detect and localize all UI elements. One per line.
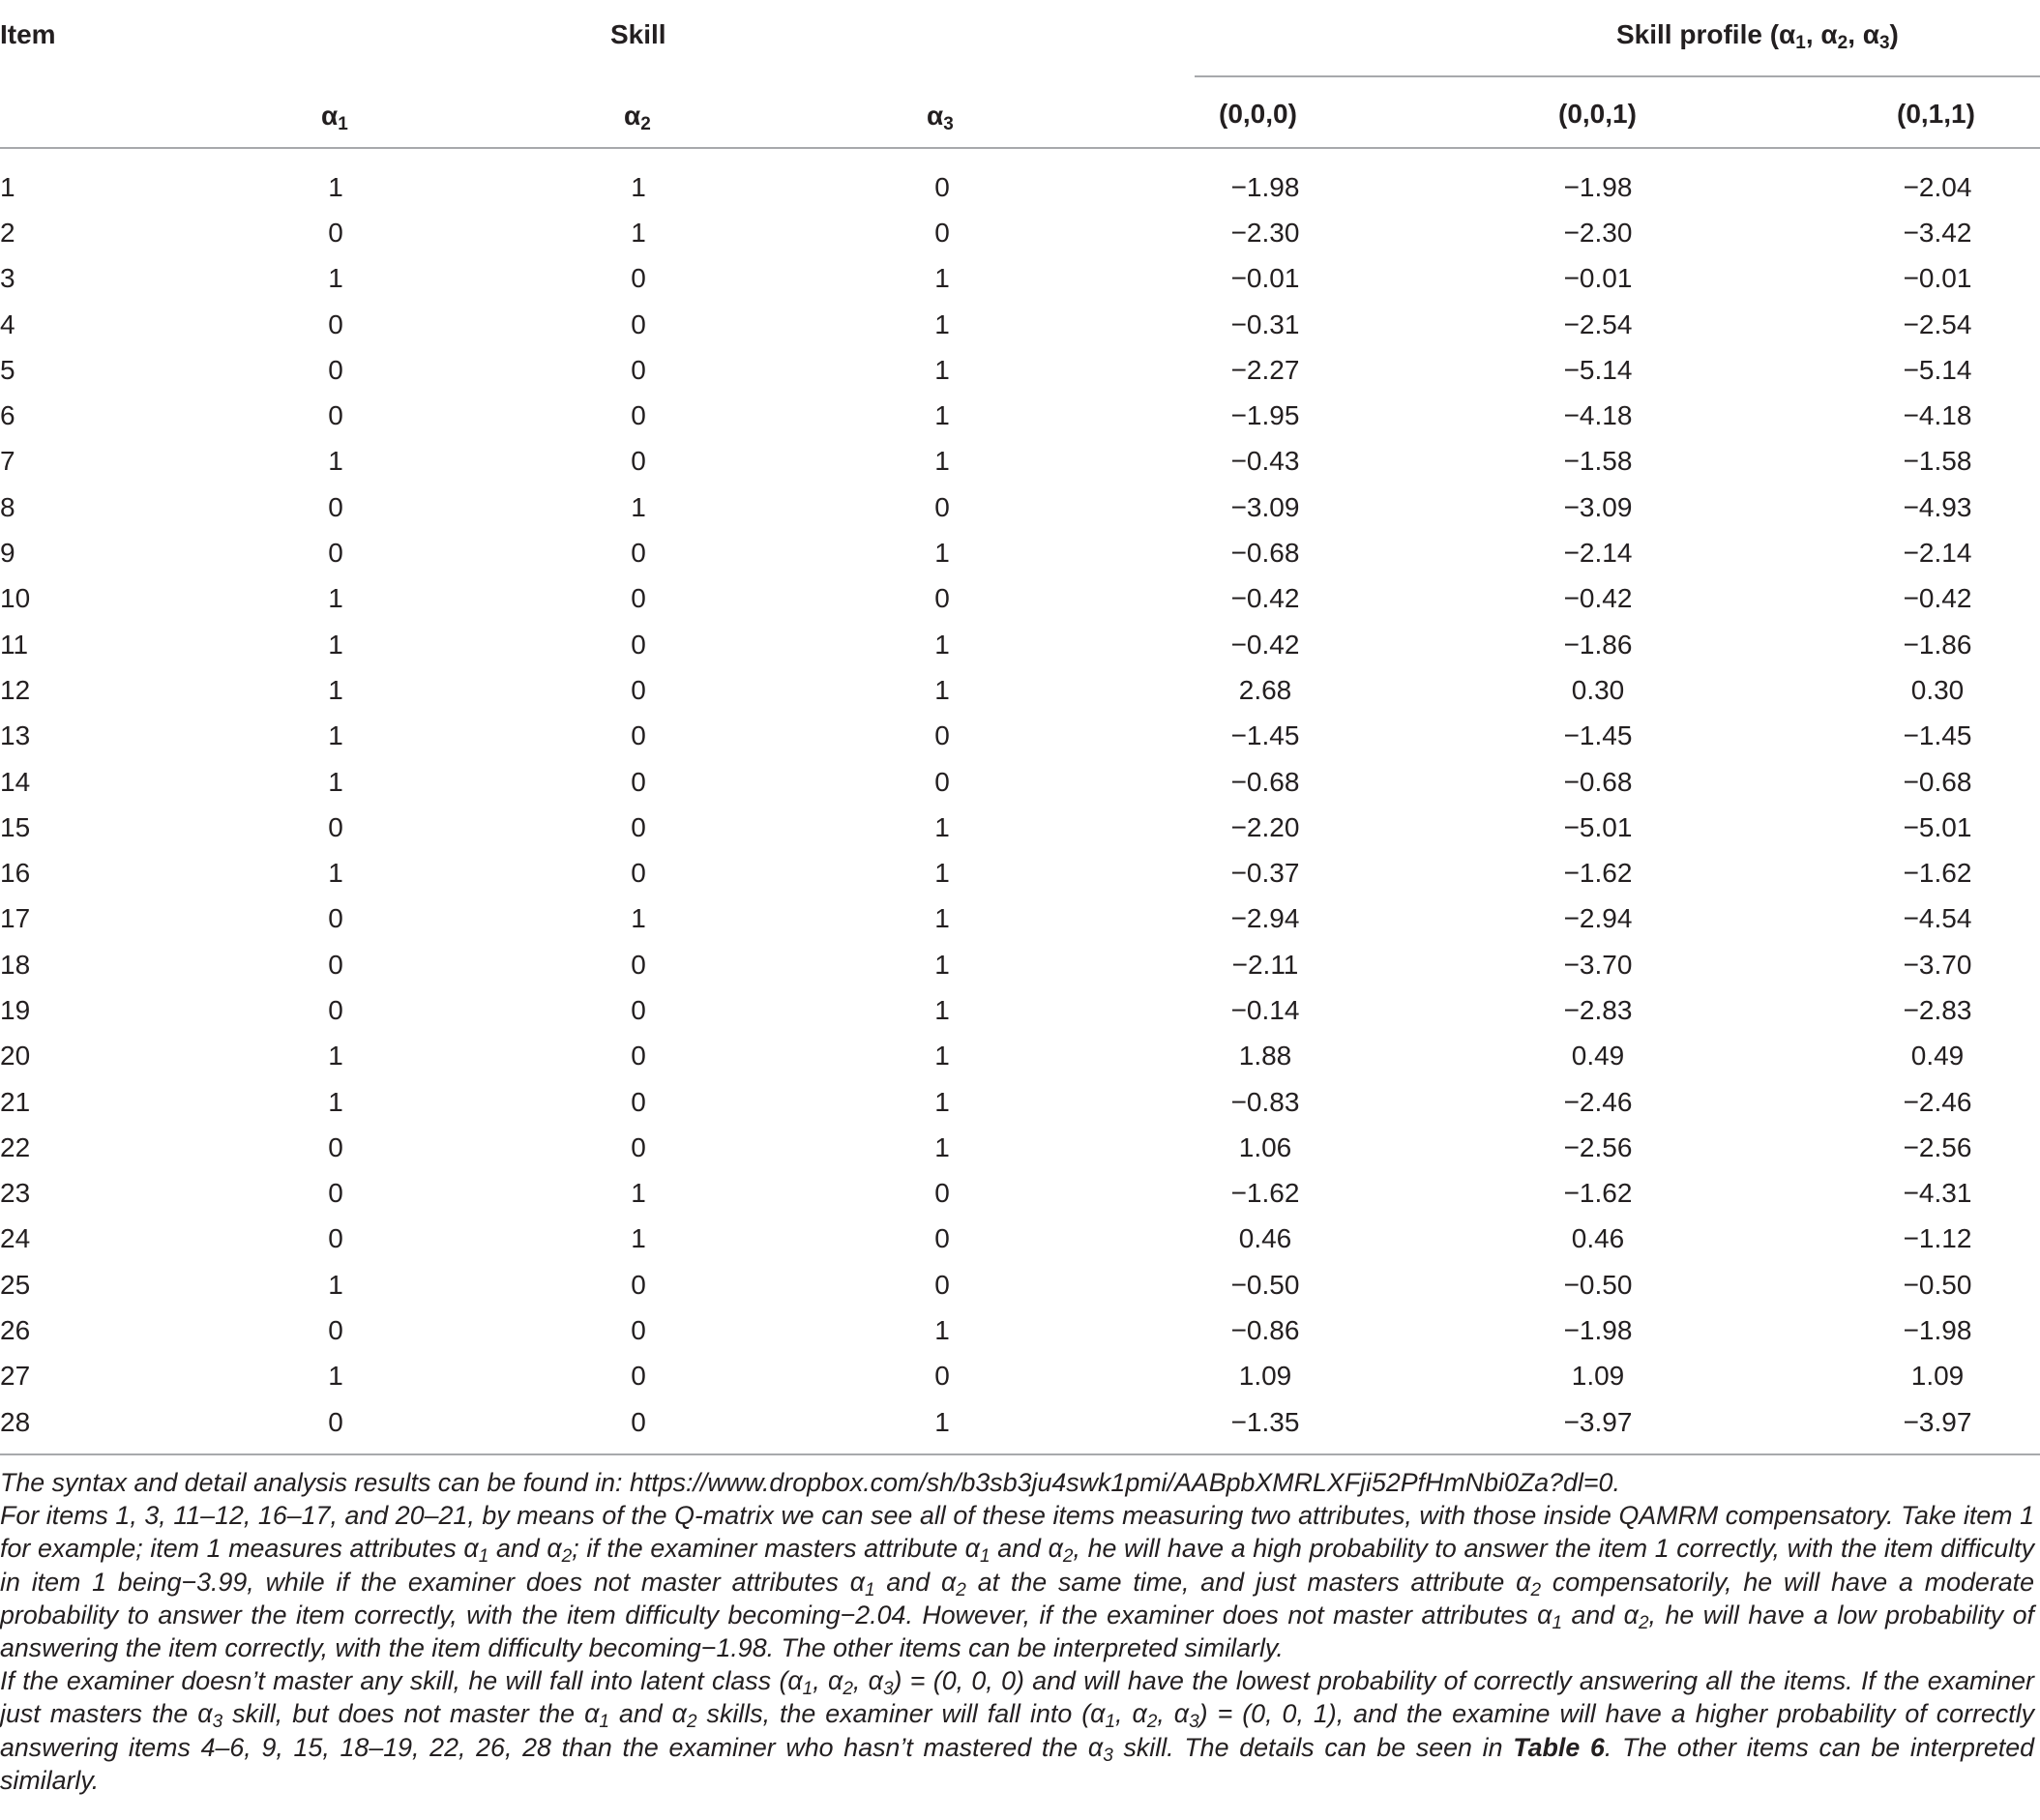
cell-a1: 1: [328, 171, 343, 202]
cell-p011: −1.86: [1903, 629, 1972, 660]
cell-p001: 1.09: [1571, 1361, 1625, 1392]
sub: 2: [640, 114, 651, 134]
cell-a1: 1: [328, 674, 343, 705]
cell-p001: −5.01: [1563, 811, 1633, 842]
cell-p001: −3.70: [1563, 949, 1633, 980]
cell-p001: −1.62: [1563, 858, 1633, 889]
table-row: [0, 1125, 2040, 1170]
cell-p000: −1.45: [1230, 720, 1300, 751]
cell-item: 23: [0, 1178, 31, 1209]
cell-p011: −2.04: [1903, 171, 1972, 202]
cell-p000: −0.43: [1230, 446, 1300, 477]
cell-a3: 1: [934, 811, 950, 842]
cell-p011: −2.83: [1903, 994, 1972, 1025]
cell-a2: 1: [631, 1223, 646, 1254]
table-6-reference[interactable]: Table 6: [1513, 1732, 1605, 1762]
table-row: [0, 164, 2040, 210]
cell-p011: −1.62: [1903, 858, 1972, 889]
cell-p000: 0.46: [1238, 1223, 1292, 1254]
cell-a1: 1: [328, 583, 343, 614]
cell-p001: −1.45: [1563, 720, 1633, 751]
cell-a1: 1: [328, 1269, 343, 1300]
cell-p001: −1.62: [1563, 1178, 1633, 1209]
cell-a3: 0: [934, 1223, 950, 1254]
cell-a2: 1: [631, 171, 646, 202]
cell-item: 9: [0, 538, 15, 569]
cell-a2: 1: [631, 491, 646, 522]
cell-a2: 0: [631, 1086, 646, 1117]
cell-p011: −0.42: [1903, 583, 1972, 614]
table-body: [0, 164, 2040, 1445]
sub: 2: [1837, 33, 1848, 53]
cell-a1: 1: [328, 720, 343, 751]
header-alpha2: [624, 101, 651, 134]
cell-a1: 0: [328, 354, 343, 385]
sub: 1: [338, 114, 348, 134]
cell-a1: 0: [328, 1223, 343, 1254]
cell-item: 2: [0, 217, 15, 248]
header-alpha1: [321, 101, 348, 134]
header-skill: Skill: [610, 19, 666, 49]
table-row: [0, 1171, 2040, 1217]
table-row: [0, 1079, 2040, 1125]
cell-p000: −3.09: [1230, 491, 1300, 522]
cell-p001: −0.50: [1563, 1269, 1633, 1300]
cell-p011: −4.18: [1903, 400, 1972, 431]
cell-a1: 1: [328, 858, 343, 889]
cell-a1: 1: [328, 1041, 343, 1071]
cell-a2: 0: [631, 538, 646, 569]
table-row: [0, 576, 2040, 622]
cell-a2: 1: [631, 1178, 646, 1209]
cell-a3: 1: [934, 858, 950, 889]
table-row: [0, 484, 2040, 530]
cell-item: 27: [0, 1361, 31, 1392]
cell-p001: −2.83: [1563, 994, 1633, 1025]
sub: 3: [1878, 33, 1890, 53]
cell-p000: 1.06: [1238, 1131, 1292, 1162]
cell-a1: 0: [328, 903, 343, 934]
table-row: [0, 302, 2040, 347]
cell-item: 25: [0, 1269, 31, 1300]
cell-item: 17: [0, 903, 31, 934]
cell-p011: −5.01: [1903, 811, 1972, 842]
cell-p000: −0.86: [1230, 1315, 1300, 1346]
cell-p001: −2.30: [1563, 217, 1633, 248]
cell-item: 12: [0, 674, 31, 705]
cell-a3: 1: [934, 1406, 950, 1437]
cell-item: 10: [0, 583, 31, 614]
cell-item: 3: [0, 263, 15, 294]
cell-p001: −2.56: [1563, 1131, 1633, 1162]
cell-p000: −0.14: [1230, 994, 1300, 1025]
cell-a1: 1: [328, 766, 343, 797]
cell-p011: −2.14: [1903, 538, 1972, 569]
cell-p011: −4.54: [1903, 903, 1972, 934]
table-row: [0, 622, 2040, 667]
cell-p011: −1.98: [1903, 1315, 1972, 1346]
cell-p000: −1.95: [1230, 400, 1300, 431]
table-row: [0, 439, 2040, 484]
cell-p000: −0.01: [1230, 263, 1300, 294]
cell-a3: 0: [934, 766, 950, 797]
cell-p001: −3.09: [1563, 491, 1633, 522]
footnote-syntax: The syntax and detail analysis results can be found in: https://www.dropbox.com/sh/b3sb3ju4swk1pmi/AABpbXMRLXFji52PfHmNbi0Za?dl=0.: [0, 1468, 1620, 1497]
cell-item: 14: [0, 766, 31, 797]
cell-a1: 0: [328, 400, 343, 431]
cell-p001: −3.97: [1563, 1406, 1633, 1437]
cell-a3: 1: [934, 1315, 950, 1346]
cell-item: 8: [0, 491, 15, 522]
cell-a1: 0: [328, 1315, 343, 1346]
cell-a1: 0: [328, 949, 343, 980]
cell-p000: −1.62: [1230, 1178, 1300, 1209]
cell-a2: 0: [631, 1131, 646, 1162]
cell-p011: −5.14: [1903, 354, 1972, 385]
skill-profile-prefix: Skill profile (α: [1616, 19, 1796, 49]
cell-a2: 0: [631, 629, 646, 660]
cell-p011: −2.54: [1903, 308, 1972, 339]
table-row: [0, 1262, 2040, 1307]
cell-a2: 0: [631, 308, 646, 339]
table-footnotes: [0, 1466, 2034, 1797]
cell-a2: 0: [631, 1361, 646, 1392]
header-skill-profile: Skill profile ($\alpha_1$, $\alpha_2$, $\alpha_3$): [1616, 19, 1899, 53]
cell-item: 15: [0, 811, 31, 842]
table-row: [0, 256, 2040, 302]
cell-a3: 0: [934, 171, 950, 202]
cell-p000: −1.35: [1230, 1406, 1300, 1437]
cell-p001: −5.14: [1563, 354, 1633, 385]
cell-a1: 0: [328, 538, 343, 569]
cell-a2: 0: [631, 1315, 646, 1346]
cell-a2: 0: [631, 263, 646, 294]
table-row: [0, 805, 2040, 850]
cell-p011: −0.50: [1903, 1269, 1972, 1300]
cell-a3: 0: [934, 583, 950, 614]
cell-a2: 0: [631, 858, 646, 889]
cell-item: 19: [0, 994, 31, 1025]
cell-a3: 1: [934, 446, 950, 477]
cell-a2: 0: [631, 994, 646, 1025]
cell-p000: −2.94: [1230, 903, 1300, 934]
cell-a3: 0: [934, 1178, 950, 1209]
cell-p001: 0.30: [1571, 674, 1625, 705]
cell-p000: −1.98: [1230, 171, 1300, 202]
cell-item: 7: [0, 446, 15, 477]
header-bottom-rule: [0, 147, 2040, 149]
cell-p011: −3.97: [1903, 1406, 1972, 1437]
cell-p001: −0.68: [1563, 766, 1633, 797]
cell-p000: −2.27: [1230, 354, 1300, 385]
cell-p011: −1.45: [1903, 720, 1972, 751]
table-row: [0, 1354, 2040, 1399]
header-profile-001: (0,0,1): [1558, 99, 1637, 129]
table-row: [0, 1307, 2040, 1353]
cell-a3: 1: [934, 903, 950, 934]
cell-a2: 0: [631, 1041, 646, 1071]
cell-item: 4: [0, 308, 15, 339]
cell-p001: 0.49: [1571, 1041, 1625, 1071]
cell-a1: 0: [328, 811, 343, 842]
cell-p000: −0.83: [1230, 1086, 1300, 1117]
cell-p001: −0.01: [1563, 263, 1633, 294]
cell-item: 26: [0, 1315, 31, 1346]
cell-a1: 0: [328, 1178, 343, 1209]
cell-a2: 0: [631, 674, 646, 705]
cell-item: 24: [0, 1223, 31, 1254]
cell-item: 21: [0, 1086, 31, 1117]
table-row: [0, 1399, 2040, 1445]
cell-p000: 2.68: [1238, 674, 1292, 705]
cell-p000: −2.20: [1230, 811, 1300, 842]
cell-a1: 1: [328, 263, 343, 294]
table-row: [0, 1217, 2040, 1262]
cell-p000: −2.11: [1231, 949, 1299, 980]
cell-a3: 0: [934, 217, 950, 248]
cell-p001: −1.98: [1563, 1315, 1633, 1346]
cell-a3: 1: [934, 949, 950, 980]
sub: 3: [943, 114, 954, 134]
cell-a1: 1: [328, 1086, 343, 1117]
cell-p011: −0.01: [1903, 263, 1972, 294]
cell-p001: −2.14: [1563, 538, 1633, 569]
cell-a3: 1: [934, 674, 950, 705]
cell-p011: −3.70: [1903, 949, 1972, 980]
cell-a3: 0: [934, 1361, 950, 1392]
cell-p011: 1.09: [1910, 1361, 1965, 1392]
cell-item: 18: [0, 949, 31, 980]
table-bottom-rule: [0, 1453, 2040, 1455]
cell-p000: −0.31: [1230, 308, 1300, 339]
cell-a3: 0: [934, 720, 950, 751]
cell-a3: 1: [934, 994, 950, 1025]
footnote-latent-class: If the examiner doesn’t master any skill, he will fall into latent class ($\alpha_1$, $\alpha_2$, $\alpha_3) = (0$, 0, 0) and will have the lowest probability of correctly answering all the items. If the examiner just masters the $\alpha_3$ skill, but does not master the $\alpha_1$ and $\alpha_2$ skills, the examiner will fall into ($\alpha_1$, $\alpha_2$, $\alpha_3) = (0$, 0, 1), and the examine will have a higher probability of correctly answering items 4–6, 9, 15, 18–19, 22, 26, 28 than the examiner who hasn’t mastered the $\alpha_3$ skill. The details can be seen in Table 6. The other items can be interpreted similarly.: [0, 1666, 2035, 1795]
cell-a3: 1: [934, 1131, 950, 1162]
cell-p001: −1.98: [1563, 171, 1633, 202]
cell-p011: −4.93: [1903, 491, 1972, 522]
cell-a3: 1: [934, 629, 950, 660]
cell-p000: −0.68: [1230, 766, 1300, 797]
skill-profile-underline: [1195, 75, 2040, 77]
cell-a1: 0: [328, 1406, 343, 1437]
table-row: [0, 667, 2040, 713]
cell-a2: 1: [631, 903, 646, 934]
cell-p001: −0.42: [1563, 583, 1633, 614]
cell-a3: 1: [934, 538, 950, 569]
cell-p001: −1.86: [1563, 629, 1633, 660]
cell-a1: 0: [328, 217, 343, 248]
cell-p011: 0.30: [1910, 674, 1965, 705]
table-row: [0, 987, 2040, 1033]
cell-a1: 0: [328, 491, 343, 522]
cell-a3: 1: [934, 1041, 950, 1071]
table-row: [0, 210, 2040, 255]
cell-p011: 0.49: [1910, 1041, 1965, 1071]
cell-item: 11: [0, 629, 29, 660]
cell-a3: 1: [934, 400, 950, 431]
cell-p011: −2.46: [1903, 1086, 1972, 1117]
table-row: [0, 850, 2040, 895]
cell-p000: −0.42: [1230, 583, 1300, 614]
cell-p011: −2.56: [1903, 1131, 1972, 1162]
cell-a1: 1: [328, 446, 343, 477]
cell-p000: −0.42: [1230, 629, 1300, 660]
cell-p000: −0.50: [1230, 1269, 1300, 1300]
cell-item: 20: [0, 1041, 31, 1071]
cell-a1: 1: [328, 1361, 343, 1392]
header-profile-000: (0,0,0): [1219, 99, 1297, 129]
cell-a1: 1: [328, 629, 343, 660]
cell-a2: 1: [631, 217, 646, 248]
cell-a2: 0: [631, 811, 646, 842]
cell-p011: −1.58: [1903, 446, 1972, 477]
cell-p011: −3.42: [1903, 217, 1972, 248]
cell-p001: −4.18: [1563, 400, 1633, 431]
header-item: Item: [0, 19, 56, 49]
sub: 1: [1795, 33, 1806, 53]
table-row: [0, 759, 2040, 805]
alpha-symbol: α: [624, 101, 641, 131]
cell-a2: 0: [631, 720, 646, 751]
cell-p011: −4.31: [1903, 1178, 1972, 1209]
cell-item: 22: [0, 1131, 31, 1162]
alpha-symbol: α: [927, 101, 944, 131]
table-row: [0, 714, 2040, 759]
cell-a2: 0: [631, 766, 646, 797]
header-profile-011: (0,1,1): [1897, 99, 1975, 129]
cell-item: 28: [0, 1406, 31, 1437]
table-row: [0, 530, 2040, 575]
cell-a2: 0: [631, 1406, 646, 1437]
cell-item: 13: [0, 720, 31, 751]
table-row: [0, 347, 2040, 393]
cell-a3: 1: [934, 1086, 950, 1117]
cell-item: 16: [0, 858, 31, 889]
cell-p001: −2.94: [1563, 903, 1633, 934]
cell-a3: 0: [934, 491, 950, 522]
table-row: [0, 942, 2040, 987]
cell-item: 5: [0, 354, 15, 385]
cell-a3: 1: [934, 308, 950, 339]
cell-a1: 0: [328, 308, 343, 339]
cell-a3: 1: [934, 354, 950, 385]
cell-item: 6: [0, 400, 15, 431]
cell-a2: 0: [631, 446, 646, 477]
cell-p000: 1.09: [1238, 1361, 1292, 1392]
alpha-symbol: α: [321, 101, 339, 131]
cell-p001: −2.46: [1563, 1086, 1633, 1117]
cell-a2: 0: [631, 354, 646, 385]
cell-p000: −2.30: [1230, 217, 1300, 248]
footnote-compensatory: For items 1, 3, 11–12, 16–17, and 20–21, by means of the Q-matrix we can see all of these items measuring two attributes, with those inside QAMRM compensatory. Take item 1 for example; item 1 measures attributes $\alpha_1$ and $\alpha_2$; if the examiner masters attribute $\alpha_1$ and $\alpha_2$, he will have a high probability to answer the item 1 correctly, with the item difficulty in item 1 being−3.99, while if the examiner does not master attributes $\alpha_1$ and $\alpha_2$ at the same time, and just masters attribute $\alpha_2$ compensatorily, he will have a moderate probability to answer the item correctly, with the item difficulty becoming−2.04. However, if the examiner does not master attributes $\alpha_1$ and $\alpha_2$, he will have a low probability of answering the item correctly, with the item difficulty becoming−1.98. The other items can be interpreted similarly.: [0, 1501, 2035, 1663]
table-row: [0, 393, 2040, 438]
table-row: [0, 896, 2040, 942]
cell-p001: −2.54: [1563, 308, 1633, 339]
cell-p000: −0.37: [1230, 858, 1300, 889]
table-row: [0, 1034, 2040, 1079]
cell-a2: 0: [631, 949, 646, 980]
cell-item: 1: [0, 171, 15, 202]
cell-a1: 0: [328, 1131, 343, 1162]
cell-p001: −1.58: [1563, 446, 1633, 477]
cell-a3: 1: [934, 263, 950, 294]
cell-a2: 0: [631, 400, 646, 431]
cell-a3: 0: [934, 1269, 950, 1300]
cell-a2: 0: [631, 583, 646, 614]
cell-a2: 0: [631, 1269, 646, 1300]
header-alpha3: [927, 101, 954, 134]
cell-p000: 1.88: [1238, 1041, 1292, 1071]
cell-p000: −0.68: [1230, 538, 1300, 569]
cell-p001: 0.46: [1571, 1223, 1625, 1254]
cell-p011: −1.12: [1903, 1223, 1972, 1254]
cell-p011: −0.68: [1903, 766, 1972, 797]
cell-a1: 0: [328, 994, 343, 1025]
